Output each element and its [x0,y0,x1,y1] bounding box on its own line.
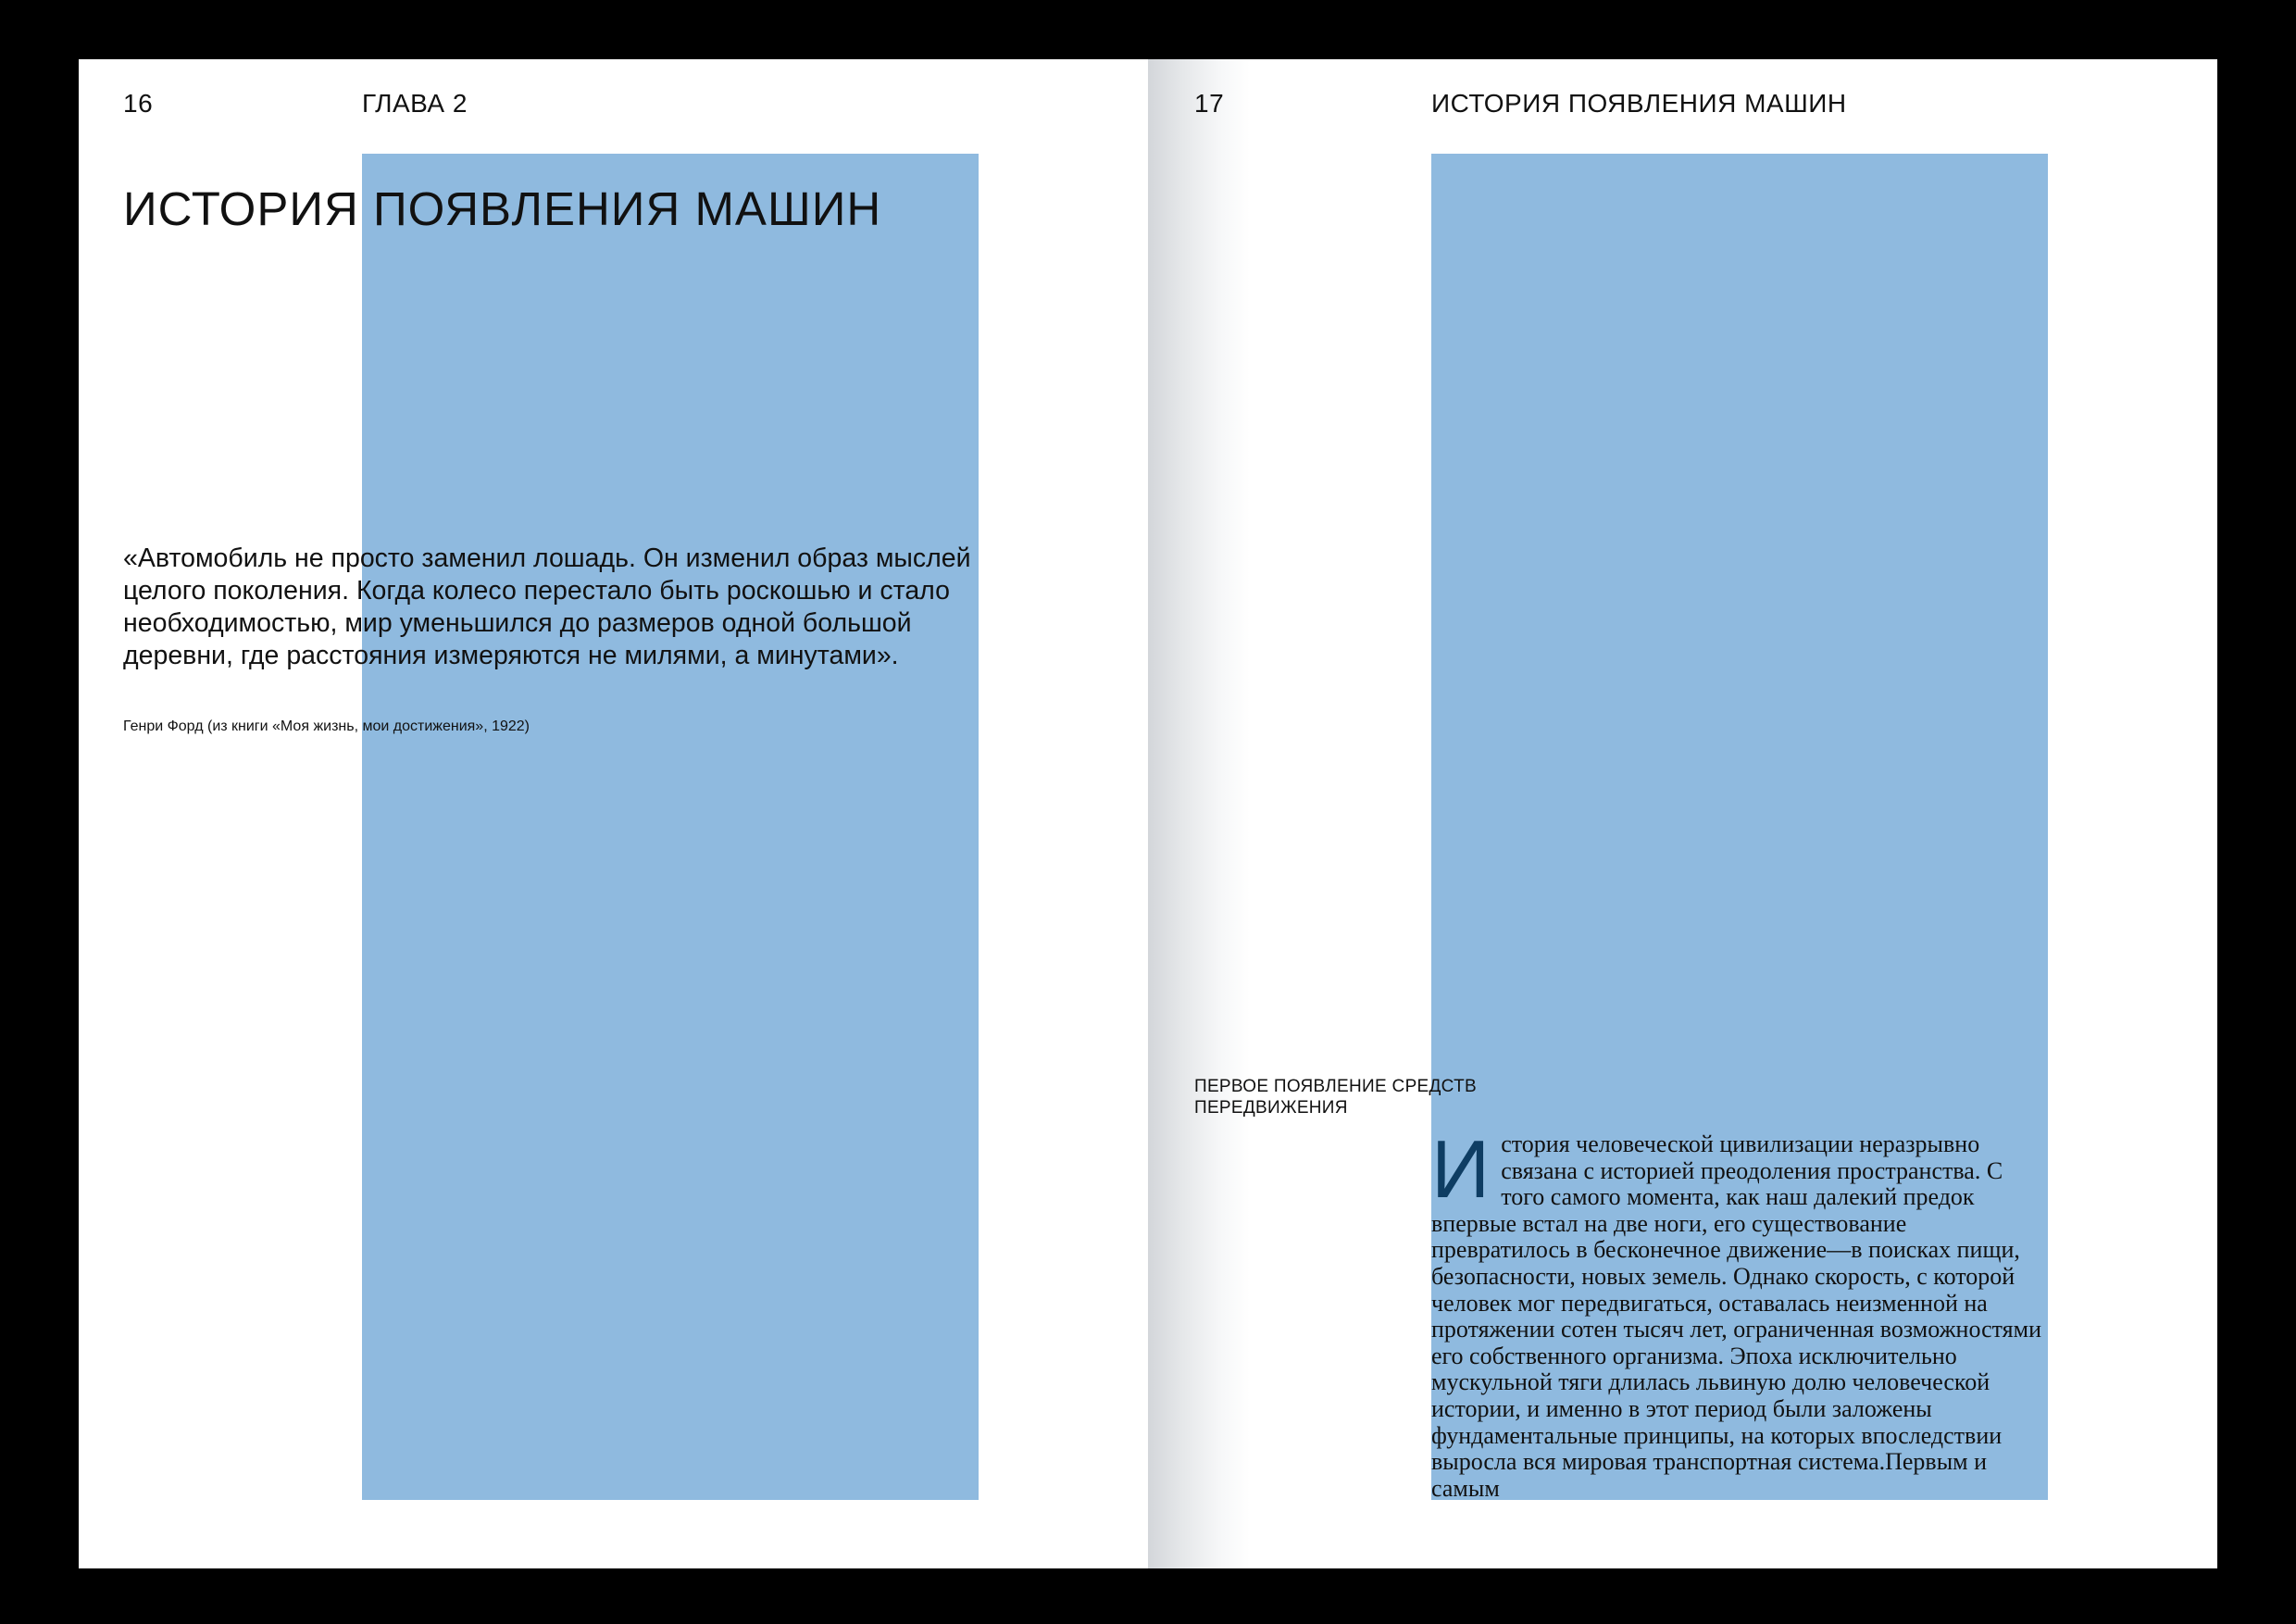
gutter-shadow [1148,59,1250,1568]
running-head: ГЛАВА 2 [362,89,468,118]
page-number: 17 [1194,89,1225,118]
section-heading: ПЕРВОЕ ПОЯВЛЕНИЕ СРЕДСТВ ПЕРЕДВИЖЕНИЯ [1194,1077,1477,1118]
book-spread [79,59,2217,1568]
drop-cap: И [1431,1131,1491,1215]
running-head: ИСТОРИЯ ПОЯВЛЕНИЯ МАШИН [1431,89,1847,118]
body-text [1431,1131,2048,1500]
quote-attribution: Генри Форд (из книги «Моя жизнь, мои достижения», 1922) [123,718,530,734]
left-page [79,59,1148,1568]
image-placeholder-left [362,154,979,1500]
pull-quote: «Автомобиль не просто заменил лошадь. Он изменил образ мыслей целого поколения. Когда колесо перестало быть роскошью и стало необходимостью, мир уменьшился до размеров одной большой деревни, где расстояния измеряются не милями, а минутами». [123,543,971,670]
chapter-title: ИСТОРИЯ ПОЯВЛЕНИЯ МАШИН [123,182,882,235]
page-number: 16 [123,89,154,118]
right-page [1148,59,2217,1568]
body-paragraph: стория человеческой цивилизации неразрывно связана с историей преодоления пространства. С того самого момента, как наш далекий предок впервые встал на две ноги, его существование превратилось в бесконечное движение—в поисках пищи, безопасности, новых земель. Однако скорость, с которой человек мог передвигаться, оставалась неизменной на протяжении сотен тысяч лет, ограниченная возможностями его собственного организма. Эпоха исключительно мускульной тяги длилась львиную долю человеческой истории, и именно в этот период были заложены фундаментальные принципы, на которых впоследствии выросла вся мировая транспортная система.Первым и самым [1431,1131,2041,1500]
